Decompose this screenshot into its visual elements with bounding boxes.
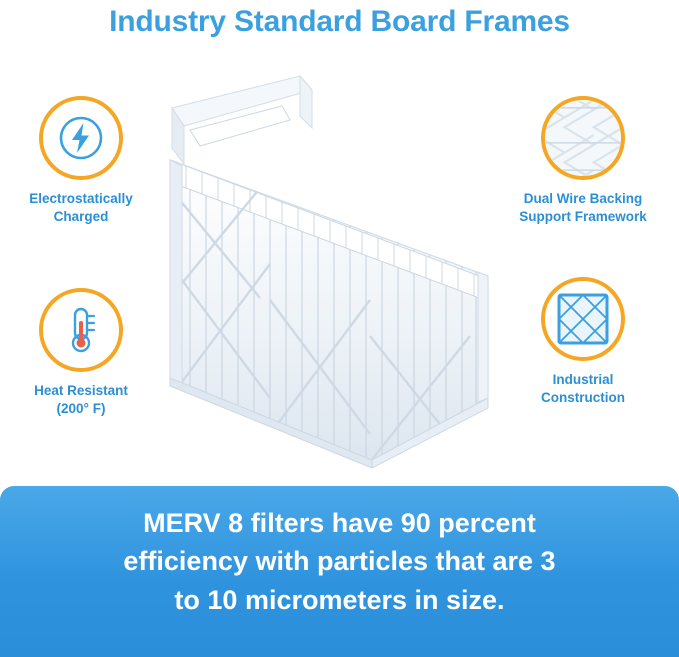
banner-line-3: to 10 micrometers in size. [174, 584, 505, 615]
feature-label-line2: Support Framework [519, 209, 647, 225]
feature-electrostatically-charged [6, 96, 156, 226]
page-title: Industry Standard Board Frames [109, 5, 570, 38]
banner-text [0, 504, 679, 619]
feature-label-line1: Electrostatically [29, 191, 133, 206]
feature-label-industrial-construction [508, 371, 658, 407]
grid-frame-icon [556, 292, 610, 346]
feature-industrial-construction [508, 277, 658, 407]
feature-label-line1: Industrial [552, 372, 614, 387]
banner-line-1: MERV 8 filters have 90 percent [143, 508, 536, 538]
feature-label-line2: Construction [541, 390, 625, 406]
badge-circle-electrostatically-charged [39, 96, 123, 180]
feature-label-dual-wire-backing [508, 190, 658, 226]
filter-illustration-svg [150, 68, 510, 468]
banner-line-2: efficiency with particles that are 3 [123, 546, 556, 577]
feature-label-line2: Charged [53, 209, 109, 225]
badge-circle-industrial-construction [541, 277, 625, 361]
wire-mesh-photo-icon [545, 99, 621, 177]
feature-label-heat-resistant [6, 382, 156, 418]
feature-heat-resistant [6, 288, 156, 418]
merv-info-banner [0, 486, 679, 657]
lightning-bolt-icon [58, 115, 104, 161]
feature-label-line2: (200° F) [56, 401, 106, 417]
pleated-air-filter-image [150, 68, 510, 468]
thermometer-icon [58, 305, 104, 355]
feature-label-line1: Dual Wire Backing [523, 191, 643, 206]
feature-dual-wire-backing [508, 96, 658, 226]
badge-circle-heat-resistant [39, 288, 123, 372]
feature-label-electrostatically-charged [6, 190, 156, 226]
feature-label-line1: Heat Resistant [34, 383, 128, 398]
badge-circle-dual-wire-backing [541, 96, 625, 180]
